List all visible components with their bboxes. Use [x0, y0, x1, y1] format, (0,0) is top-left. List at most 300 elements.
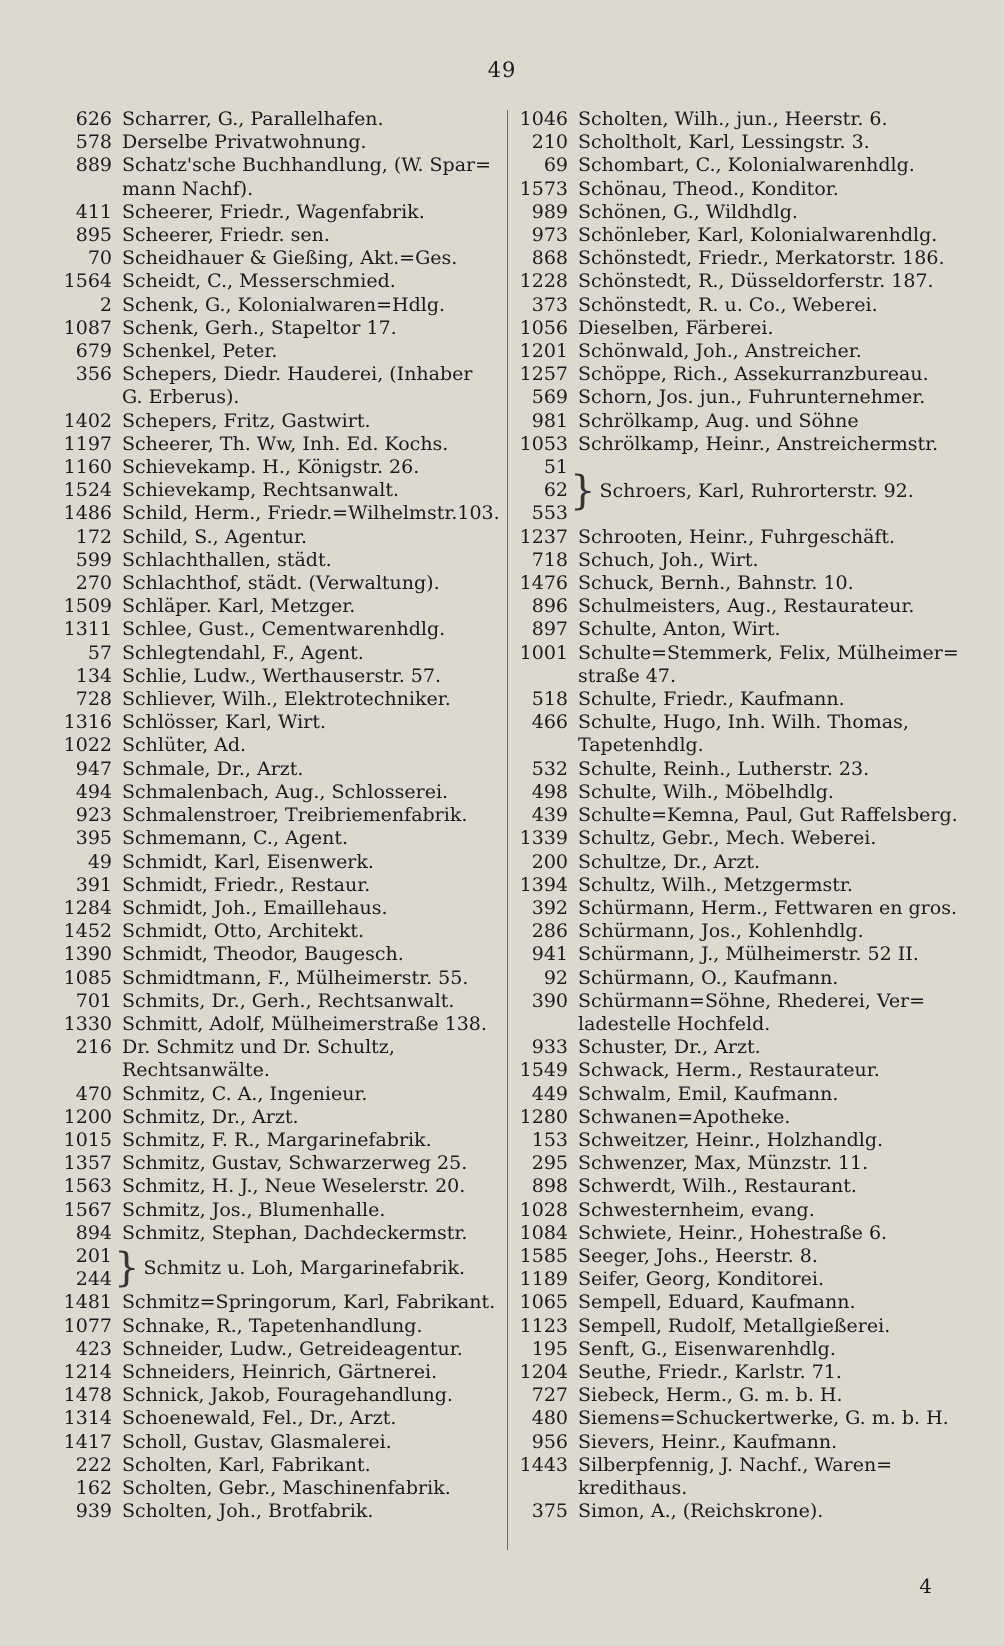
entry-number: 1084	[519, 1221, 568, 1244]
entry-text: Schmidt, Friedr., Restaur.	[122, 873, 371, 896]
entry-numbers	[514, 456, 568, 526]
entry-number	[514, 665, 578, 688]
entry-text: Schmidt, Karl, Eisenwerk.	[122, 850, 374, 873]
entry-number: 295	[531, 1152, 568, 1175]
entry-text: Seuthe, Friedr., Karlstr. 71.	[578, 1360, 842, 1383]
entry-text: Schenk, Gerh., Stapeltor 17.	[122, 316, 397, 339]
directory-entry	[514, 781, 982, 804]
directory-entry	[58, 851, 526, 874]
directory-entry	[58, 897, 526, 920]
entry-number: 375	[531, 1500, 568, 1523]
entry-number: 553	[531, 502, 568, 525]
entry-number: 1085	[63, 966, 112, 989]
entry-text: Sempell, Rudolf, Metallgießerei.	[578, 1314, 891, 1337]
entry-number: 449	[531, 1082, 568, 1105]
entry-text: Schmitz=Springorum, Karl, Fabrikant.	[122, 1291, 496, 1314]
entry-number: 494	[75, 780, 112, 803]
entry-text: Scheerer, Friedr., Wagenfabrik.	[122, 200, 425, 223]
directory-entry	[514, 1291, 982, 1314]
entry-number: 498	[531, 780, 568, 803]
entry-number: 195	[531, 1337, 568, 1360]
directory-entry	[58, 1361, 526, 1384]
entry-number: 244	[75, 1268, 112, 1291]
directory-entry	[514, 642, 982, 665]
directory-entry	[514, 1500, 982, 1523]
directory-entry	[58, 572, 526, 595]
entry-text: Schulte, Reinh., Lutherstr. 23.	[578, 757, 870, 780]
entry-number: 172	[75, 525, 112, 548]
directory-entry	[58, 1106, 526, 1129]
directory-entry	[58, 618, 526, 641]
entry-number: 727	[531, 1384, 568, 1407]
entry-number: 92	[543, 966, 568, 989]
directory-entry	[514, 131, 982, 154]
entry-number: 894	[75, 1221, 112, 1244]
entry-text: Schmits, Dr., Gerh., Rechtsanwalt.	[122, 989, 455, 1012]
entry-number: 153	[531, 1128, 568, 1151]
entry-text: Schmalenstroer, Treibriemenfabrik.	[122, 804, 468, 827]
entry-text: Schievekamp. H., Königstr. 26.	[122, 456, 420, 479]
directory-entry	[58, 595, 526, 618]
directory-entry	[58, 526, 526, 549]
directory-entry-group	[514, 456, 982, 526]
entry-text: Simon, A., (Reichskrone).	[578, 1500, 824, 1523]
entry-number: 1257	[519, 363, 568, 386]
entry-text: Schmemann, C., Agent.	[122, 827, 349, 850]
entry-number: 1478	[63, 1384, 112, 1407]
entry-number: 897	[531, 618, 568, 641]
entry-number: 1053	[519, 432, 568, 455]
entry-text: Schenk, G., Kolonialwaren=Hdlg.	[122, 293, 446, 316]
entry-text: Schmidt, Otto, Architekt.	[122, 920, 365, 943]
entry-text: Schlee, Gust., Cementwarenhdlg.	[122, 618, 446, 641]
entry-number	[514, 1013, 578, 1036]
directory-entry	[514, 1431, 982, 1454]
entry-text: Schmitz, Jos., Blumenhalle.	[122, 1198, 386, 1221]
entry-number: 470	[75, 1082, 112, 1105]
entry-number	[514, 1477, 578, 1500]
directory-entry	[58, 1477, 526, 1500]
entry-text: Schlachthallen, städt.	[122, 548, 332, 571]
entry-number: 200	[531, 850, 568, 873]
entry-number: 679	[75, 340, 112, 363]
directory-entry	[514, 920, 982, 943]
entry-number: 933	[531, 1036, 568, 1059]
entry-number: 1443	[519, 1453, 568, 1476]
entry-text: Schulte, Hugo, Inh. Wilh. Thomas,	[578, 711, 909, 734]
entry-text: Schild, Herm., Friedr.=Wilhelmstr.103.	[122, 502, 500, 525]
right-column	[514, 108, 982, 1523]
entry-text: Schönleber, Karl, Kolonialwarenhdlg.	[578, 224, 938, 247]
directory-entry	[514, 410, 982, 433]
directory-entry	[58, 224, 526, 247]
signature-mark: 4	[919, 1574, 932, 1598]
entry-number: 895	[75, 224, 112, 247]
directory-entry	[58, 688, 526, 711]
directory-entry	[514, 1361, 982, 1384]
entry-text: Schorn, Jos. jun., Fuhrunternehmer.	[578, 386, 926, 409]
entry-number: 222	[75, 1453, 112, 1476]
directory-entry	[58, 781, 526, 804]
entry-number: 1314	[63, 1407, 112, 1430]
directory-entry	[514, 967, 982, 990]
entry-number: 1065	[519, 1291, 568, 1314]
entry-number: 989	[531, 200, 568, 223]
directory-entry	[514, 804, 982, 827]
brace-icon: }	[114, 1245, 140, 1292]
entry-text: Schatz'sche Buchhandlung, (W. Spar=	[122, 154, 492, 177]
entry-text: Scholten, Karl, Fabrikant.	[122, 1453, 371, 1476]
entry-text: Schrölkamp, Heinr., Anstreichermstr.	[578, 432, 939, 455]
entry-text: Seifer, Georg, Konditorei.	[578, 1268, 824, 1291]
entry-number: 889	[75, 154, 112, 177]
entry-number: 390	[531, 989, 568, 1012]
entry-text: Schürmann, J., Mülheimerstr. 52 II.	[578, 943, 919, 966]
entry-number: 1028	[519, 1198, 568, 1221]
directory-entry	[514, 897, 982, 920]
directory-entry	[514, 1083, 982, 1106]
directory-entry	[58, 1222, 526, 1245]
directory-entry	[514, 526, 982, 549]
directory-entry	[514, 317, 982, 340]
entry-number: 532	[531, 757, 568, 780]
directory-entry	[514, 1059, 982, 1082]
entry-text: Schuster, Dr., Arzt.	[578, 1036, 761, 1059]
entry-number: 1077	[63, 1314, 112, 1337]
entry-text: Scheidt, C., Messerschmied.	[122, 270, 396, 293]
entry-text: Schlösser, Karl, Wirt.	[122, 711, 327, 734]
entry-text: Scheerer, Friedr. sen.	[122, 224, 330, 247]
entry-text: Schenkel, Peter.	[122, 340, 278, 363]
entry-number: 923	[75, 804, 112, 827]
entry-number: 939	[75, 1500, 112, 1523]
entry-text: Scholten, Wilh., jun., Heerstr. 6.	[578, 108, 888, 130]
entry-number: 896	[531, 595, 568, 618]
directory-entry	[58, 758, 526, 781]
directory-entry	[58, 1199, 526, 1222]
entry-text: Scheerer, Th. Ww, Inh. Ed. Kochs.	[122, 432, 449, 455]
directory-entry	[514, 827, 982, 850]
entry-number: 1197	[63, 432, 112, 455]
entry-text: kredithaus.	[578, 1476, 688, 1499]
entry-number: 1001	[519, 641, 568, 664]
directory-entry	[514, 990, 982, 1013]
entry-number: 1563	[63, 1175, 112, 1198]
directory-entry	[514, 549, 982, 572]
entry-text: ladestelle Hochfeld.	[578, 1012, 771, 1035]
directory-entry	[58, 665, 526, 688]
directory-entry	[514, 851, 982, 874]
directory-entry	[58, 247, 526, 270]
directory-entry	[58, 943, 526, 966]
directory-entry	[514, 1315, 982, 1338]
entry-text: Schläper. Karl, Metzger.	[122, 595, 356, 618]
entry-number: 1189	[519, 1268, 568, 1291]
entry-text: G. Erberus).	[122, 386, 240, 409]
entry-number: 1284	[63, 896, 112, 919]
directory-entry	[514, 1407, 982, 1430]
entry-text: Schulte, Friedr., Kaufmann.	[578, 688, 845, 711]
entry-number: 216	[75, 1036, 112, 1059]
directory-entry	[58, 642, 526, 665]
directory-entry	[514, 688, 982, 711]
directory-entry	[514, 1152, 982, 1175]
entry-continuation	[58, 178, 526, 201]
entry-text: Schlachthof, städt. (Verwaltung).	[122, 572, 440, 595]
directory-entry	[58, 410, 526, 433]
directory-entry	[514, 1129, 982, 1152]
entry-text: Scholl, Gustav, Glasmalerei.	[122, 1430, 392, 1453]
directory-entry	[58, 1175, 526, 1198]
entry-number: 701	[75, 989, 112, 1012]
directory-entry	[58, 131, 526, 154]
entry-number: 356	[75, 363, 112, 386]
entry-text: Scholten, Gebr., Maschinenfabrik.	[122, 1476, 451, 1499]
entry-text: Schrölkamp, Aug. und Söhne	[578, 409, 859, 432]
entry-number: 1228	[519, 270, 568, 293]
entry-number: 391	[75, 873, 112, 896]
entry-text: Schepers, Diedr. Hauderei, (Inhaber	[122, 363, 473, 386]
directory-entry	[58, 1129, 526, 1152]
entry-text: Schnake, R., Tapetenhandlung.	[122, 1314, 423, 1337]
entry-number: 1476	[519, 572, 568, 595]
entry-text: Schmitz, F. R., Margarinefabrik.	[122, 1128, 432, 1151]
entry-number: 1339	[519, 827, 568, 850]
entry-number: 728	[75, 688, 112, 711]
entry-text: Schultz, Gebr., Mech. Weberei.	[578, 827, 877, 850]
entry-text: Schultz, Wilh., Metzgermstr.	[578, 873, 853, 896]
directory-entry	[514, 1338, 982, 1361]
entry-number: 868	[531, 247, 568, 270]
entry-number: 1015	[63, 1128, 112, 1151]
entry-number: 1585	[519, 1244, 568, 1267]
directory-entry	[58, 1338, 526, 1361]
entry-number: 1087	[63, 316, 112, 339]
entry-number: 1201	[519, 340, 568, 363]
entry-number: 411	[75, 200, 112, 223]
entry-number: 1330	[63, 1012, 112, 1035]
entry-number: 1452	[63, 920, 112, 943]
directory-entry	[514, 1384, 982, 1407]
directory-entry	[514, 943, 982, 966]
column-divider	[507, 110, 508, 1550]
brace-icon: }	[570, 467, 596, 514]
entry-number: 480	[531, 1407, 568, 1430]
entry-number	[58, 386, 122, 409]
entry-text: Schürmann, Herm., Fettwaren en gros.	[578, 896, 957, 919]
entry-number: 1567	[63, 1198, 112, 1221]
entry-number: 947	[75, 757, 112, 780]
entry-text: Schulte, Wilh., Möbelhdlg.	[578, 780, 834, 803]
entry-number: 1390	[63, 943, 112, 966]
entry-text: Schwenzer, Max, Münzstr. 11.	[578, 1152, 869, 1175]
entry-number: 1022	[63, 734, 112, 757]
entry-number: 1056	[519, 316, 568, 339]
entry-text: Schönau, Theod., Konditor.	[578, 177, 839, 200]
entry-text: Scholtholt, Karl, Lessingstr. 3.	[578, 131, 870, 154]
directory-entry	[514, 572, 982, 595]
entry-text: Schönstedt, R., Düsseldorferstr. 187.	[578, 270, 934, 293]
entry-text: Schroers, Karl, Ruhrorterstr. 92.	[599, 479, 914, 502]
entry-text: Schulte, Anton, Wirt.	[578, 618, 781, 641]
entry-continuation	[58, 386, 526, 409]
entry-numbers	[58, 1245, 112, 1291]
entry-text: Schmitz u. Loh, Margarinefabrik.	[143, 1257, 466, 1280]
entry-text: Schmitz, Dr., Arzt.	[122, 1105, 299, 1128]
directory-entry	[514, 224, 982, 247]
entry-number: 898	[531, 1175, 568, 1198]
directory-entry	[514, 1454, 982, 1477]
entry-number: 1417	[63, 1430, 112, 1453]
entry-text: Schürmann=Söhne, Rhederei, Ver=	[578, 989, 926, 1012]
entry-number: 1481	[63, 1291, 112, 1314]
directory-entry	[58, 1315, 526, 1338]
directory-entry	[58, 1407, 526, 1430]
directory-entry	[58, 1431, 526, 1454]
entry-text: Schulmeisters, Aug., Restaurateur.	[578, 595, 915, 618]
entry-text: Schmitz, H. J., Neue Weselerstr. 20.	[122, 1175, 466, 1198]
directory-entry	[58, 549, 526, 572]
entry-text: Schultze, Dr., Arzt.	[578, 850, 761, 873]
entry-number: 162	[75, 1476, 112, 1499]
entry-number: 1280	[519, 1105, 568, 1128]
entry-text: Schmitz, C. A., Ingenieur.	[122, 1082, 368, 1105]
entry-text: Schlüter, Ad.	[122, 734, 247, 757]
entry-text: Sempell, Eduard, Kaufmann.	[578, 1291, 856, 1314]
directory-entry	[58, 270, 526, 293]
entry-number: 466	[531, 711, 568, 734]
directory-entry-group	[58, 1245, 526, 1291]
directory-entry	[514, 618, 982, 641]
entry-text: Schlie, Ludw., Werthauserstr. 57.	[122, 664, 442, 687]
directory-entry	[58, 363, 526, 386]
entry-number: 1549	[519, 1059, 568, 1082]
entry-text: Dieselben, Färberei.	[578, 316, 774, 339]
directory-entry	[58, 201, 526, 224]
entry-number: 51	[543, 456, 568, 479]
page-number: 49	[487, 58, 517, 82]
directory-entry	[514, 1245, 982, 1268]
entry-number: 956	[531, 1430, 568, 1453]
entry-text: Schmale, Dr., Arzt.	[122, 757, 304, 780]
entry-number: 578	[75, 131, 112, 154]
entry-number: 201	[75, 1244, 112, 1267]
directory-entry	[514, 433, 982, 456]
directory-entry	[514, 108, 982, 131]
directory-entry	[514, 294, 982, 317]
entry-number: 423	[75, 1337, 112, 1360]
directory-entry	[58, 1152, 526, 1175]
directory-entry	[58, 1384, 526, 1407]
entry-text: Schmitz, Stephan, Dachdeckermstr.	[122, 1221, 468, 1244]
entry-text: Schönen, G., Wildhdlg.	[578, 200, 798, 223]
directory-entry	[58, 502, 526, 525]
directory-entry	[58, 920, 526, 943]
entry-text: Schwack, Herm., Restaurateur.	[578, 1059, 880, 1082]
entry-number: 1046	[519, 108, 568, 130]
entry-number: 62	[543, 479, 568, 502]
entry-text: Schulte=Kemna, Paul, Gut Raffelsberg.	[578, 804, 958, 827]
entry-number: 941	[531, 943, 568, 966]
entry-text: Schwesternheim, evang.	[578, 1198, 815, 1221]
entry-number: 286	[531, 920, 568, 943]
entry-number: 1160	[63, 456, 112, 479]
entry-number: 1486	[63, 502, 112, 525]
entry-text: Derselbe Privatwohnung.	[122, 131, 367, 154]
entry-text: straße 47.	[578, 664, 676, 687]
entry-text: Scheidhauer & Gießing, Akt.=Ges.	[122, 247, 458, 270]
directory-entry	[58, 804, 526, 827]
directory-entry	[514, 178, 982, 201]
entry-text: Schwiete, Heinr., Hohestraße 6.	[578, 1221, 888, 1244]
entry-text: Schneiders, Heinrich, Gärtnerei.	[122, 1360, 438, 1383]
directory-entry	[58, 1036, 526, 1059]
entry-text: Silberpfennig, J. Nachf., Waren=	[578, 1453, 893, 1476]
entry-number: 1573	[519, 177, 568, 200]
directory-entry	[58, 967, 526, 990]
entry-text: Schmidt, Theodor, Baugesch.	[122, 943, 404, 966]
entry-number: 1123	[519, 1314, 568, 1337]
entry-text: Schulte=Stemmerk, Felix, Mülheimer=	[578, 641, 959, 664]
directory-entry	[514, 201, 982, 224]
entry-number: 599	[75, 548, 112, 571]
entry-text: Schievekamp, Rechtsanwalt.	[122, 479, 400, 502]
entry-text: Schürmann, Jos., Kohlenhdlg.	[578, 920, 864, 943]
entry-number: 1200	[63, 1105, 112, 1128]
directory-entry	[514, 1175, 982, 1198]
directory-entry	[514, 1222, 982, 1245]
directory-entry	[58, 479, 526, 502]
entry-text: Siemens=Schuckertwerke, G. m. b. H.	[578, 1407, 949, 1430]
entry-text: Schönstedt, R. u. Co., Weberei.	[578, 293, 878, 316]
entry-number: 1237	[519, 525, 568, 548]
entry-number: 1204	[519, 1360, 568, 1383]
directory-entry	[514, 1106, 982, 1129]
entry-text: Schuck, Bernh., Bahnstr. 10.	[578, 572, 854, 595]
directory-entry	[514, 1036, 982, 1059]
entry-text: Schuch, Joh., Wirt.	[578, 548, 759, 571]
entry-text: Rechtsanwälte.	[122, 1059, 270, 1082]
directory-entry	[514, 758, 982, 781]
directory-entry	[58, 827, 526, 850]
entry-text: Schnick, Jakob, Fouragehandlung.	[122, 1384, 453, 1407]
directory-entry	[514, 154, 982, 177]
entry-number: 70	[87, 247, 112, 270]
directory-entry	[514, 270, 982, 293]
entry-number: 973	[531, 224, 568, 247]
entry-number: 1311	[63, 618, 112, 641]
entry-text: Schweitzer, Heinr., Holzhandlg.	[578, 1128, 884, 1151]
entry-number: 626	[75, 108, 112, 130]
entry-number: 569	[531, 386, 568, 409]
entry-continuation	[514, 734, 982, 757]
entry-number: 2	[99, 293, 112, 316]
entry-number	[514, 734, 578, 757]
entry-number: 718	[531, 548, 568, 571]
entry-continuation	[514, 1477, 982, 1500]
entry-text: Schliever, Wilh., Elektrotechniker.	[122, 688, 451, 711]
entry-number: 1402	[63, 409, 112, 432]
entry-text: Seeger, Johs., Heerstr. 8.	[578, 1244, 818, 1267]
entry-number: 518	[531, 688, 568, 711]
entry-text: Schrooten, Heinr., Fuhrgeschäft.	[578, 525, 896, 548]
entry-number: 1357	[63, 1152, 112, 1175]
entry-number: 210	[531, 131, 568, 154]
entry-text: Schwalm, Emil, Kaufmann.	[578, 1082, 839, 1105]
directory-entry	[514, 595, 982, 618]
entry-text: Schild, S., Agentur.	[122, 525, 308, 548]
entry-text: Schombart, C., Kolonialwarenhdlg.	[578, 154, 915, 177]
